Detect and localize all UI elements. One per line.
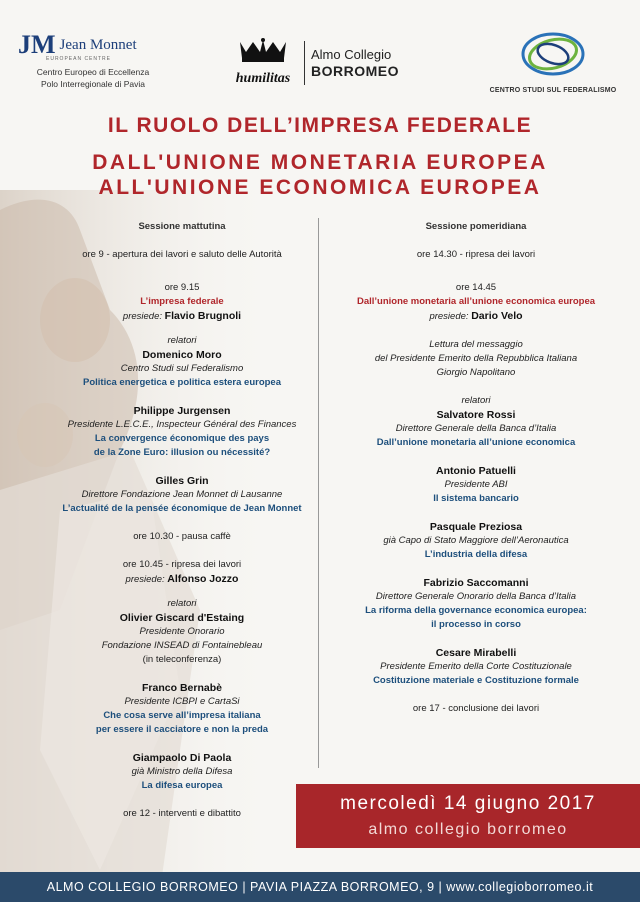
jean-monnet-line2: Polo Interregionale di Pavia (41, 79, 145, 89)
afternoon-message1: Lettura del messaggio (429, 339, 523, 350)
afternoon-speaker2-talk: Il sistema bancario (433, 493, 519, 504)
event-date: mercoledì 14 giugno 2017 (340, 793, 596, 814)
morning-speaker2-name: Philippe Jurgensen (133, 405, 231, 417)
morning-speaker2-talk1: La convergence économique des pays (94, 433, 270, 444)
afternoon-session-title: Sessione pomeridiana (425, 221, 527, 232)
afternoon-speakers-label: relatori (461, 395, 491, 406)
afternoon-resume: ore 14.30 - ripresa dei lavori (416, 249, 536, 260)
morning-speaker4-name: Olivier Giscard d'Estaing (119, 612, 245, 624)
event-venue: almo collegio borromeo (368, 821, 568, 838)
morning-speaker3-name: Gilles Grin (155, 475, 209, 487)
afternoon-speaker4-name: Fabrizio Saccomanni (423, 577, 529, 589)
morning-speakers-label2: relatori (167, 598, 197, 609)
afternoon-topic1: Dall’unione monetaria all’unione economica europea (356, 296, 596, 307)
morning-opening: ore 9 - apertura dei lavori e saluto delle Autorità (82, 249, 282, 260)
afternoon-speaker5-name: Cesare Mirabelli (435, 647, 517, 659)
jean-monnet-line1: Centro Europeo di Eccellenza (36, 67, 150, 77)
morning-speaker6-name: Giampaolo Di Paola (132, 752, 232, 764)
morning-chair2-name: Alfonso Jozzo (167, 573, 239, 585)
morning-speaker2-role: Presidente L.E.C.E., Inspecteur Général des Finances (67, 419, 297, 430)
title-line2: DALL'UNIONE MONETARIA EUROPEA (92, 151, 548, 174)
afternoon-speaker5-role: Presidente Emerito della Corte Costituzionale (380, 661, 572, 672)
afternoon-time1: ore 14.45 (455, 282, 497, 293)
morning-speaker5-name: Franco Bernabè (142, 682, 222, 694)
afternoon-speaker2-name: Antonio Patuelli (436, 465, 516, 477)
afternoon-speaker1-talk: Dall’unione monetaria all’unione economica (376, 437, 576, 448)
afternoon-speaker1-name: Salvatore Rossi (436, 409, 516, 421)
morning-speaker3-talk: L’actualité de la pensée économique de Jean Monnet (62, 503, 302, 514)
morning-speaker5-talk1: Che cosa serve all’impresa italiana (103, 710, 261, 721)
morning-chair1-label: presiede: (122, 311, 163, 322)
afternoon-message2: del Presidente Emerito della Repubblica Italiana (374, 353, 578, 364)
crown-crest-icon (228, 38, 298, 88)
morning-session-title: Sessione mattutina (138, 221, 226, 232)
morning-speaker1-role: Centro Studi sul Federalismo (120, 363, 244, 374)
date-banner (296, 784, 640, 848)
jean-monnet-name: Jean Monnet (59, 36, 137, 53)
borromeo-logo (228, 38, 399, 88)
morning-chair1-name: Flavio Brugnoli (164, 310, 242, 322)
morning-speaker4-role2: Fondazione INSEAD di Fontainebleau (101, 640, 263, 651)
afternoon-speaker3-name: Pasquale Preziosa (429, 521, 523, 533)
afternoon-speaker4-talk1: La riforma della governance economica europea: (365, 605, 587, 616)
afternoon-chair-name: Dario Velo (471, 310, 523, 322)
afternoon-speaker4-talk2: il processo in corso (431, 619, 521, 630)
morning-chair2-label: presiede: (125, 574, 165, 585)
morning-speaker4-note: (in teleconferenza) (142, 654, 222, 665)
csf-logo (488, 28, 618, 94)
title-line1: IL RUOLO DELL’IMPRESA FEDERALE (107, 114, 533, 137)
csf-swirl-icon (513, 28, 593, 80)
title-line3: ALL'UNIONE ECONOMICA EUROPEA (98, 176, 542, 199)
morning-topic1: L’impresa federale (140, 296, 224, 307)
column-divider (318, 218, 319, 768)
afternoon-speaker1-role: Direttore Generale della Banca d’Italia (395, 423, 557, 434)
morning-speaker6-talk: La difesa europea (141, 780, 223, 791)
jean-monnet-tagline: EUROPEAN CENTRE (46, 56, 112, 62)
morning-resume: ore 10.45 - ripresa dei lavori (122, 559, 242, 570)
afternoon-speaker5-talk: Costituzione materiale e Costituzione formale (373, 675, 579, 686)
morning-speaker5-role: Presidente ICBPI e CartaSi (124, 696, 240, 707)
morning-speaker1-name: Domenico Moro (142, 349, 222, 361)
afternoon-speaker2-role: Presidente ABI (444, 479, 508, 490)
morning-break: ore 10.30 - pausa caffè (133, 531, 231, 542)
afternoon-session (326, 220, 626, 716)
morning-speaker2-talk2: de la Zone Euro: illusion ou nécessité? (93, 447, 271, 458)
morning-speaker4-role1: Presidente Onorario (139, 626, 225, 637)
morning-speakers-label1: relatori (167, 335, 197, 346)
morning-speaker1-talk: Politica energetica e politica estera europea (83, 377, 281, 388)
title-block (0, 112, 640, 200)
jean-monnet-logo (18, 32, 178, 90)
borromeo-line1: Almo Collegio (311, 46, 392, 62)
afternoon-message3: Giorgio Napolitano (436, 367, 516, 378)
afternoon-speaker3-talk: L’industria della difesa (424, 549, 528, 560)
jean-monnet-mark: JM (18, 30, 56, 59)
morning-time1: ore 9.15 (164, 282, 200, 293)
borromeo-line2: BORROMEO (311, 62, 399, 79)
morning-session (50, 220, 314, 821)
afternoon-speaker4-role: Direttore Generale Onorario della Banca d’Italia (375, 591, 577, 602)
csf-name: CENTRO STUDI SUL FEDERALISMO (489, 87, 617, 94)
afternoon-chair-label: presiede: (429, 311, 469, 322)
afternoon-speaker3-role: già Capo di Stato Maggiore dell’Aeronautica (383, 535, 569, 546)
morning-speaker6-role: già Ministro della Difesa (131, 766, 233, 777)
morning-speaker3-role: Direttore Fondazione Jean Monnet di Lausanne (81, 489, 283, 500)
morning-speaker5-talk2: per essere il cacciatore e non la preda (95, 724, 269, 735)
morning-close: ore 12 - interventi e dibattito (123, 808, 241, 819)
borromeo-divider (304, 41, 305, 85)
footer-bar: ALMO COLLEGIO BORROMEO | PAVIA PIAZZA BORROMEO, 9 | www.collegioborromeo.it (0, 872, 640, 902)
afternoon-close: ore 17 - conclusione dei lavori (412, 703, 540, 714)
borromeo-motto: humilitas (235, 71, 291, 86)
